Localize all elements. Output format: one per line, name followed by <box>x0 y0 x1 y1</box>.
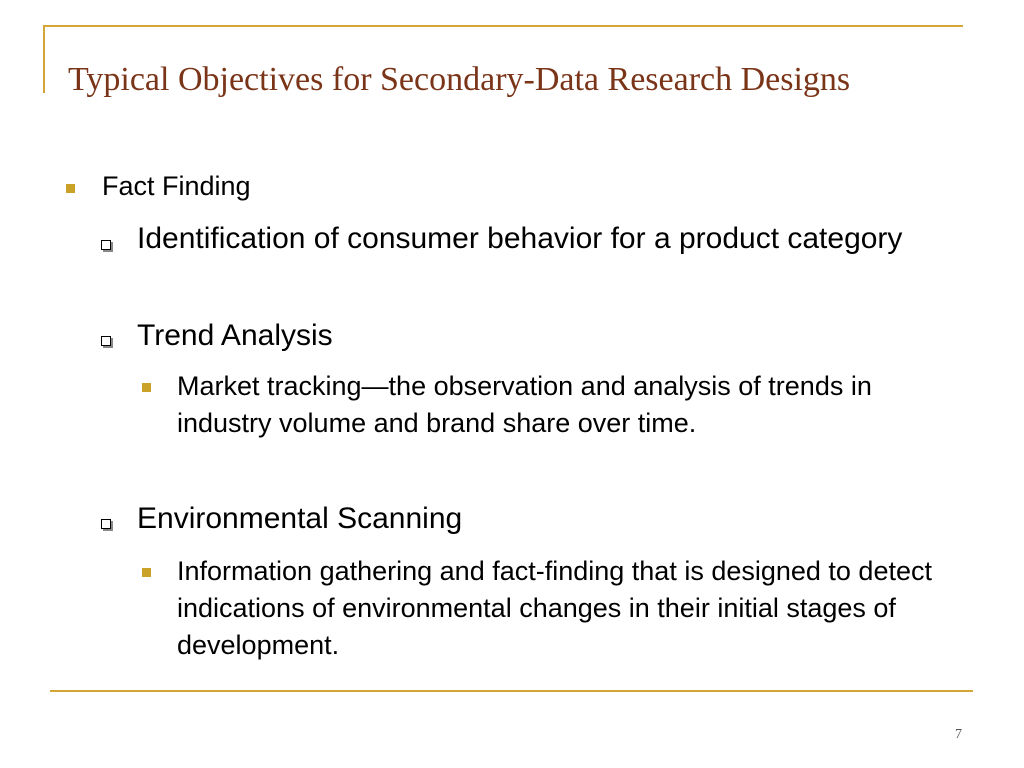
square-bullet-icon <box>66 184 75 193</box>
bottom-rule <box>50 690 973 692</box>
box-bullet-icon <box>101 519 111 529</box>
slide-title: Typical Objectives for Secondary-Data Research Designs <box>68 61 851 98</box>
top-rule <box>43 25 963 27</box>
bullet-text: Fact Finding <box>102 171 251 201</box>
bullet-text: Trend Analysis <box>137 319 333 352</box>
square-bullet-icon <box>142 568 151 577</box>
bullet-text: Information gathering and fact-finding that is designed to detect indications of environmental changes in their initial stages of development. <box>177 556 932 660</box>
bullet-text: Market tracking—the observation and analysis of trends in industry volume and brand share over time. <box>177 371 872 438</box>
left-rule <box>43 25 45 93</box>
box-bullet-icon <box>101 336 111 346</box>
bullet-text: Environmental Scanning <box>137 502 463 535</box>
page-number: 7 <box>955 727 962 742</box>
square-bullet-icon <box>142 383 151 392</box>
box-bullet-icon <box>101 240 111 250</box>
bullet-text: Identification of consumer behavior for a product category <box>137 222 903 255</box>
